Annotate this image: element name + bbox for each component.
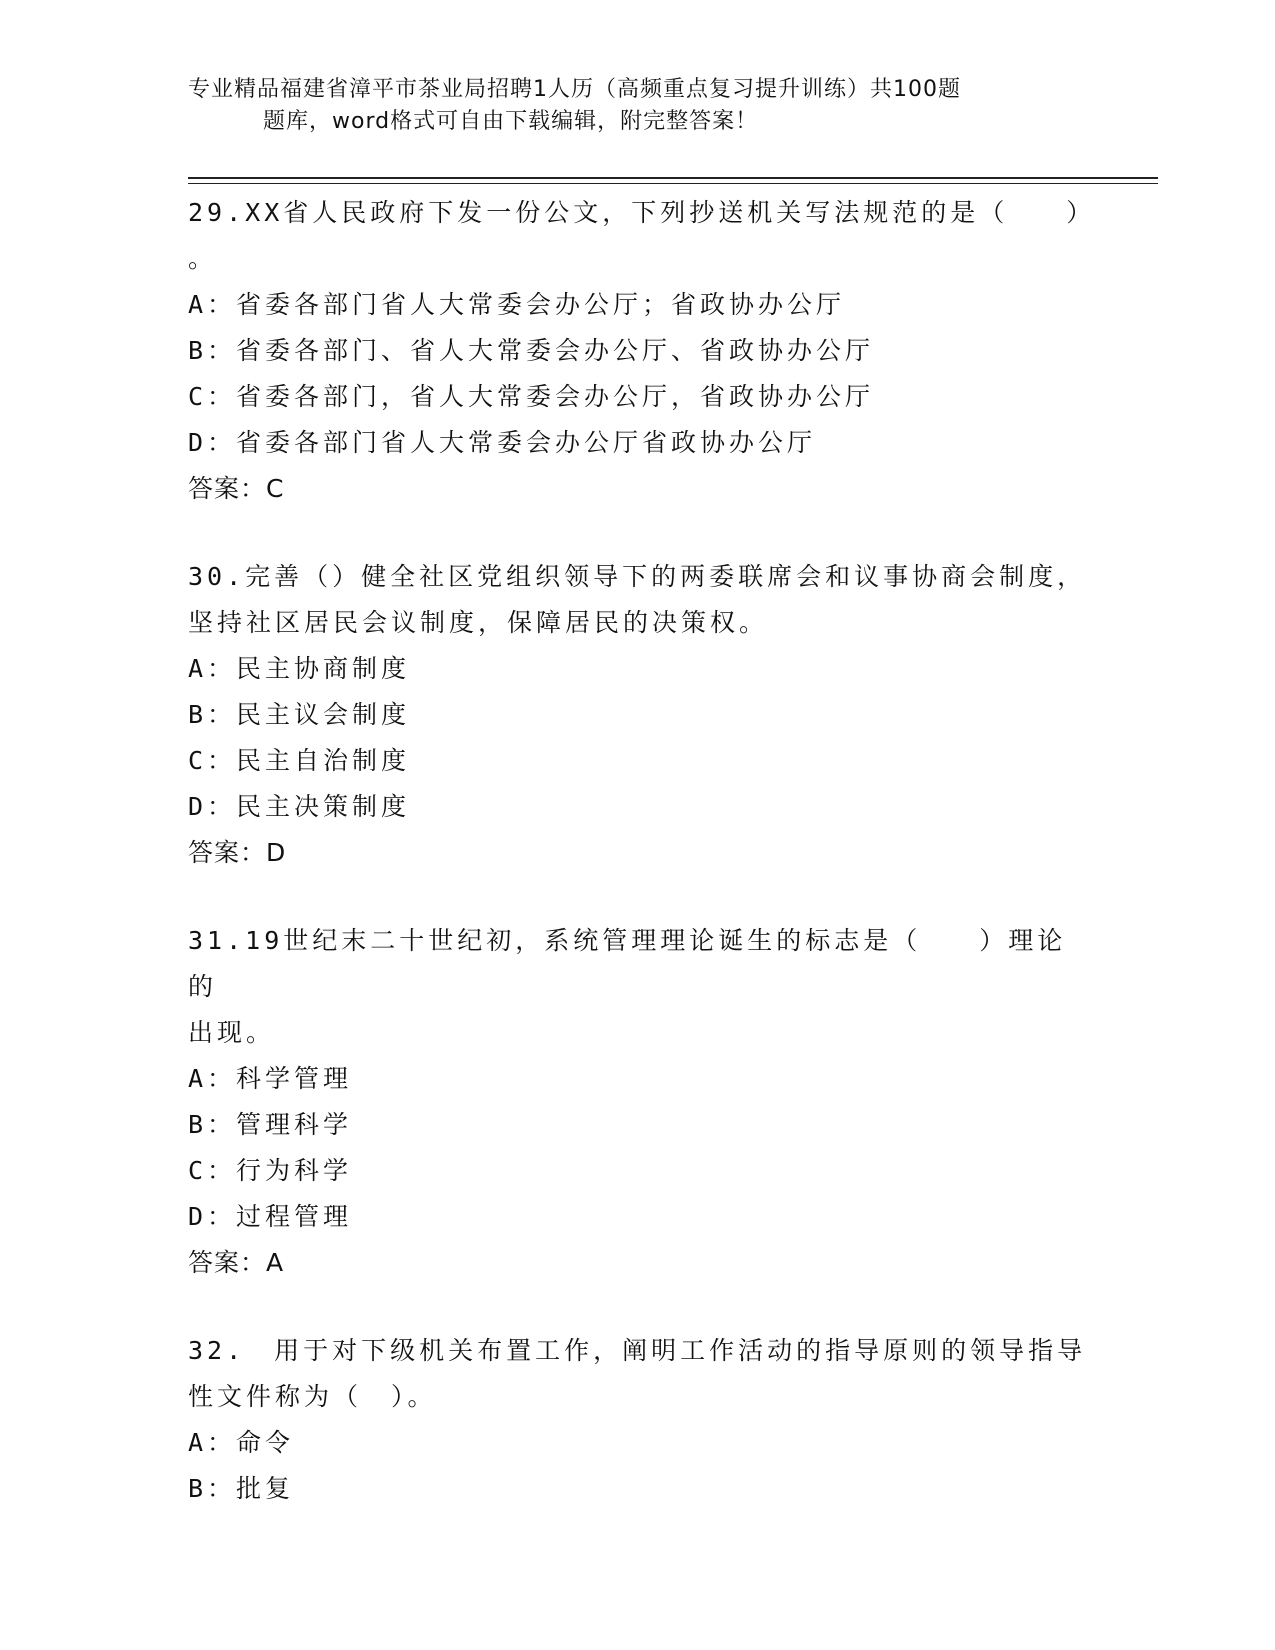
option-a: A：命令	[188, 1428, 295, 1457]
header-title-line1: 专业精品福建省漳平市茶业局招聘1人历（高频重点复习提升训练）共100题	[188, 77, 961, 102]
question-text-line1: 31.19世纪末二十世纪初，系统管理理论诞生的标志是（ ）理论的	[188, 926, 1067, 1001]
answer-text: 答案：C	[188, 474, 285, 503]
header-title-line2: 题库，word格式可自由下载编辑，附完整答案！	[263, 109, 759, 134]
option-a: A：科学管理	[188, 1064, 353, 1093]
question-text-line2: 坚持社区居民会议制度，保障居民的决策权。	[188, 608, 769, 637]
option-a: A：民主协商制度	[188, 654, 411, 683]
document-header	[188, 74, 1048, 138]
option-d: D：省委各部门省人大常委会办公厅省政协办公厅	[188, 428, 817, 457]
question-text-line1: 30.完善（）健全社区党组织领导下的两委联席会和议事协商会制度，	[188, 562, 1087, 591]
option-a: A：省委各部门省人大常委会办公厅；省政协办公厅	[188, 290, 846, 319]
question-30	[188, 554, 1088, 876]
header-divider-thick	[188, 177, 1158, 179]
question-text-line2: 性文件称为（ ）。	[188, 1382, 437, 1411]
question-text-line2: 出现。	[188, 1018, 276, 1047]
question-32	[188, 1328, 1088, 1512]
option-d: D：民主决策制度	[188, 792, 411, 821]
question-text-line1: 29.XX省人民政府下发一份公文，下列抄送机关写法规范的是（ ）	[188, 198, 1096, 227]
question-31	[188, 918, 1088, 1286]
question-text-line2: 。	[188, 244, 218, 273]
option-b: B：管理科学	[188, 1110, 353, 1139]
question-list	[188, 190, 1096, 1512]
option-d: D：过程管理	[188, 1202, 353, 1231]
answer-text: 答案：D	[188, 838, 287, 867]
option-c: C：民主自治制度	[188, 746, 411, 775]
option-b: B：民主议会制度	[188, 700, 411, 729]
option-b: B：批复	[188, 1474, 295, 1503]
option-b: B：省委各部门、省人大常委会办公厅、省政协办公厅	[188, 336, 875, 365]
answer-text: 答案：A	[188, 1248, 285, 1277]
question-29	[188, 190, 1096, 512]
question-text-line1: 32. 用于对下级机关布置工作，阐明工作活动的指导原则的领导指导	[188, 1336, 1087, 1365]
header-divider-thin	[188, 183, 1158, 184]
option-c: C：省委各部门，省人大常委会办公厅，省政协办公厅	[188, 382, 875, 411]
option-c: C：行为科学	[188, 1156, 353, 1185]
